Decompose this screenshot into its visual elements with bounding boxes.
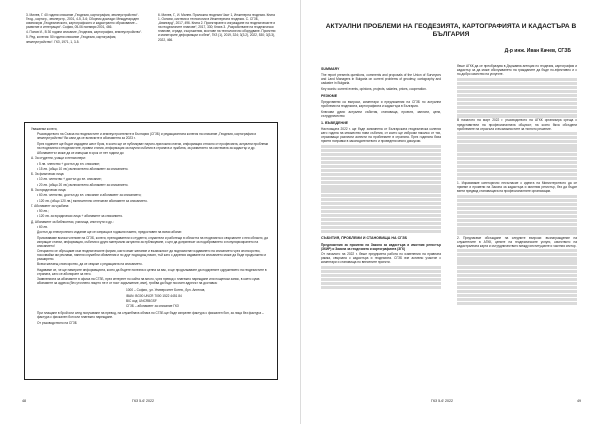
text-line <box>457 110 577 113</box>
text-line <box>457 278 577 281</box>
text-line <box>321 278 441 281</box>
journal-footer: ГКЗ 5-6’ 2022 <box>132 399 155 403</box>
notice-paragraph: През годините ще бъдат издадени шест броя, в които ще се публикуват научно-приложни статии, информация относно от професията, актуални проблеми на геодезията и геодезистите, правни статии, информация за научни събития в страната и чужбина, за развитието на системата за кадастър и др. <box>37 141 269 150</box>
section2-subheading: Предложения за промени на Закона за кадастъра и имотния регистър (ЗКИР) и Закона за геодезията и картографията (ЗГК) <box>321 242 441 251</box>
article-column-1 <box>321 64 441 290</box>
column2-text: 1. Изразяваме категорично несъгласие с идеята на Министерството да се приеме и промени на Закона за кадастъра и имотния регистър, без да бъдат взети предвид становищата на професионалните организации. <box>457 181 577 194</box>
text-line <box>321 214 441 217</box>
text-line <box>457 257 577 260</box>
article-title: АКТУАЛНИ ПРОБЛЕМИ НА ГЕОДЕЗИЯТА, КАРТОГРАФИЯТА И КАДАСТЪРА В БЪЛГАРИЯ <box>325 23 577 38</box>
pricing-item: • 120 лв. за юридически лица + абонамент за списанието. <box>37 214 124 219</box>
text-line <box>321 274 441 277</box>
text-line <box>321 198 441 201</box>
bank-line: IBAN: BG00 UNCR 7000 1522 4451 84 <box>126 293 182 298</box>
reference-item: 4. Попов И., В 30 години списание „Геодезия, картография, землеустройство“. <box>26 30 143 35</box>
text-line <box>457 286 577 289</box>
pricing-item: • 5 лв. членство + достъп до ел. списание; <box>37 161 100 166</box>
text-line <box>457 253 577 256</box>
text-line <box>457 144 577 147</box>
notice-paragraph: Специално се обръщаме към геодезическите фирми, които имат желание и възможност да подпомогнат издаването на списанието чрез спонсорство, посочвайки им реклами, панели служебни обявления и по друг подходящ начин, тъй като с дарения издаване на списанието може да бъде продължено и разширено. <box>37 249 267 262</box>
pricing-item: • 10 лв. членство + достъп до ел. списание; <box>37 177 102 182</box>
pricing-item: • 20 лв. (общо 20 лв.) включително абонамент за списанието. <box>37 182 129 187</box>
right-page <box>301 0 600 424</box>
text-line <box>457 274 577 277</box>
text-line <box>457 106 577 109</box>
text-line <box>457 82 577 85</box>
text-line <box>457 266 577 269</box>
text-line <box>457 161 577 164</box>
notice-paragraph: Абонаментът може да се извърши в срок от пет години до: <box>37 151 125 156</box>
text-line <box>321 173 441 176</box>
pricing-item: А. За студенти, учащи и пенсионери: <box>31 156 86 161</box>
summary-heading: SUMMARY <box>321 67 340 71</box>
text-line <box>457 153 577 156</box>
pricing-item: • 15 лв. (общо 10 лв.) включително абонамент за списанието. <box>37 166 129 171</box>
text-line <box>457 215 577 218</box>
text-line <box>457 302 577 305</box>
text-line <box>321 169 441 172</box>
text-line <box>321 149 441 152</box>
text-line <box>457 78 577 81</box>
text-line <box>457 249 577 252</box>
text-line <box>321 161 441 164</box>
text-line <box>457 90 577 93</box>
notice-paragraph: Надяваме се, че ще намерите информацията, която да бъдете полезна и ценна за вас, и ще продължавате да подкрепяте сдружението на геодезистите в страната, като се абонирате за него. <box>37 267 267 276</box>
page-number: 49 <box>577 399 581 403</box>
text-line <box>321 286 441 289</box>
notice-signature: От ръководството на СГЗБ <box>37 320 77 325</box>
section2-text: От началото на 2022 г. беше предприета работа по изменения на правната рамка, свързана с кадастъра и геодезията. СГЗБ взе активно участие с коментари и становища по внесените проекти. <box>321 252 441 265</box>
references-column-1 <box>26 13 144 45</box>
pricing-item: Г. Абонамент за чужбина: <box>31 203 70 208</box>
text-line <box>321 230 441 233</box>
pricing-item: • 50 лв.; <box>37 209 49 214</box>
bank-line: BIC код: UNCRBGSF <box>126 298 157 303</box>
text-line <box>457 86 577 89</box>
text-line <box>457 290 577 293</box>
text-line <box>321 266 441 269</box>
rezume-heading: РЕЗЮМЕ <box>321 93 338 98</box>
text-line <box>457 136 577 139</box>
notice-paragraph: Заявленията за абонамент в офиса на СГЗБ, през интернет по сайта на много, чрез превод с платежно нареждане или пощенски запис, в което сума абонамент за адреса (без уточнено лицето не е от пост задължение, име), трябва да бъде посочен адресът на доставка: <box>37 277 260 286</box>
article-column-2 <box>457 64 577 306</box>
article-author: Д-р инж. Иван Качев, СГЗБ <box>504 48 571 54</box>
notice-greeting: Уважаеми колеги, <box>31 127 58 131</box>
bank-line: 1000 – София, ,ул. Университет Ботев, ,бул. Ангелов, <box>126 288 206 293</box>
text-line <box>321 189 441 192</box>
text-line <box>457 195 577 198</box>
column2-text: беше АГКК да се преобразува в Държавна агенция по геодезия, картография и кадастър за да може обслужването на гражданите да бъде по-ефективно и с по-добро качество на услугите. <box>457 64 577 77</box>
text-line <box>457 102 577 105</box>
text-line <box>457 227 577 230</box>
pricing-item: Д. Абонамент за библиотеки, училища, институти и др.: <box>31 219 114 224</box>
text-line <box>321 177 441 180</box>
references-column-2 <box>158 13 276 43</box>
intro-text: Настоящата 2022 г. ще бъде запомнена от Българската геодезическа колегия като година на множество нови събития, от които ще изброим няколко от тях, отразяващи различни аспекти на проблемите в страната. През годината бяха приети поправки в законодателството и проведени много дискусии. <box>321 126 441 144</box>
text-line <box>457 199 577 202</box>
column2-text: В началото на март 2022 г. ръководството на АГКК организира среща с представители на професионалната общност, на която бяха обсъдени проблемите на отрасъла и възможностите за тяхното решение. <box>457 118 577 131</box>
text-line <box>457 132 577 135</box>
pricing-item: Б. За физически лица: <box>31 172 65 177</box>
notice-paragraph: Призоваваме всички членове на СГЗБ, колеги, преподаватели и студенти, служители и работещи в областта на геодезията и свързаните с нея области, да изпращат статии, информация, събития и други материали актуални за публикуване, с цел да допринесат за подобряването и популяризирането на списанието! <box>37 235 268 248</box>
text-line <box>321 270 441 273</box>
text-line <box>457 294 577 297</box>
text-line <box>321 181 441 184</box>
section2-heading: СЪБИТИЯ, ПРОБЛЕМИ И СТАНОВИЩА НА СГЗБ <box>321 236 408 241</box>
text-line <box>321 206 441 209</box>
text-line <box>321 153 441 156</box>
notice-paragraph: Всеки желаещ спонсорство, да се свърже с редакцията на списанието. <box>37 262 143 267</box>
text-line <box>457 177 577 180</box>
text-line <box>457 157 577 160</box>
text-line <box>321 202 441 205</box>
text-line <box>457 231 577 234</box>
text-line <box>321 145 441 148</box>
text-line <box>321 185 441 188</box>
subscription-notice-box <box>24 122 278 380</box>
keywords-en: Key words: current events, opinions, projects, salaries, prices, cooperation. <box>321 86 427 91</box>
text-line <box>457 165 577 168</box>
text-line <box>457 261 577 264</box>
rezume-text: Представени са въпроси, коментари и предложения на СГЗБ по актуални проблеми на геодезията, картографията и кадастъра в България. <box>321 99 441 109</box>
text-line <box>321 222 441 225</box>
text-line <box>321 226 441 229</box>
text-line <box>457 219 577 222</box>
bank-details <box>31 288 271 308</box>
notice-paragraph: Ръководството на Съюза на геодезистите и землеустроителите в България (СГЗБ) и редакционната колегия на списание „Геодезия, картография и землеустройство“ Ви кани да се включите в абонамента за 2023 г. <box>37 132 257 141</box>
reference-item: 5. Ред. колегия: 50 години списание „Геодезия, картография, землеустройство“. ГКЗ, 1971, 1, 3-5. <box>26 35 117 44</box>
text-line <box>321 165 441 168</box>
notice-paragraph: При плащане в брой или след получаване на превод, на служебната облага по СГЗБ ще бъде изпратен фактура с фискален бон, за лица без фактура – фактура с фискален бон или платежно нареждане. <box>37 311 264 320</box>
intro-heading: 1. ВЪВЕДЕНИЕ <box>321 120 349 125</box>
page-number: 48 <box>22 399 26 403</box>
text-line <box>321 218 441 221</box>
text-line <box>457 282 577 285</box>
reference-item: 3. Милев, Г. 40 години списание „Геодезия, картография, землеустройство“. Геод., картогр., землеустр., 2001, 4-5, 3-6; Сборник доклади: Международен симпозиум „Геодезическото, картографското и кадастрално образование – развитие и интеграция“. София, 05-06 ноември 2001, 466. <box>26 13 139 30</box>
text-line <box>321 157 441 160</box>
text-line <box>457 140 577 143</box>
pricing-item: В. За юридически лица: <box>31 188 67 192</box>
text-line <box>457 298 577 301</box>
text-line <box>457 114 577 117</box>
text-line <box>457 211 577 214</box>
text-line <box>321 282 441 285</box>
text-line <box>457 203 577 206</box>
text-line <box>457 207 577 210</box>
text-line <box>457 98 577 101</box>
bank-line: СГЗБ – абонамент за списание ГКЗ <box>126 304 179 309</box>
journal-footer: ГКЗ 5-6’ 2022 <box>431 399 454 403</box>
summary-text: The report presents questions, comments and proposals of the Union of Surveyors and Land Managers in Bulgaria on current problems of geodesy, cartography and cadastre in Bulgaria. <box>321 73 441 86</box>
reference-item: 6. Милев, Г., И. Милев. Приложна геодезия Част 1, Инженерна геодезия. Книга 1. Основи, системи и технологии в Инженерната геодезия. С. СГЗБ, „Авангард“, 2017, 496. Книга 2. Проектиране и изграждане на геодезическите и на геодезичните планове“, 2017, 330; Книга 3. „Разработване на геодезически планове, сгради, съоръжения, мостове на технологично оборудване. Проектни и мониторинг деформации и обем“, ГКЗ (1), 2019, 324; 3(3.2), 2022, 530; 3(3.3), 2022, 466. <box>158 13 276 42</box>
column2-text: 2. Предлагаме обсъждане на следните въпроси: възнаграждение на служителите в АГКК, цените на геодезическите услуги, качеството на кадастралната карта и сътрудничеството между институциите и частния сектор. <box>457 235 577 248</box>
keywords-bg: Ключови думи: актуални събития, становища, проекти, заплати, цени, сътрудничество <box>321 109 441 118</box>
text-line <box>457 270 577 273</box>
text-line <box>321 210 441 213</box>
text-line <box>321 194 441 197</box>
pricing-item: • 60 лв. <box>37 224 48 229</box>
text-line <box>457 173 577 176</box>
text-line <box>457 94 577 97</box>
pricing-item: • 60 лв. членство, достъп до ел. списание и абонамент за списанието; <box>37 193 142 198</box>
text-line <box>457 169 577 172</box>
pricing-item: • 120 лв. (общо 120 лв.) включително отпечатан абонамент за списанието. <box>37 198 148 203</box>
text-line <box>457 148 577 151</box>
text-line <box>457 223 577 226</box>
notice-paragraph: Достъп до електронното издание ще се изпраща в годишни пакети, предоставен на всеки абонат. <box>37 230 183 235</box>
